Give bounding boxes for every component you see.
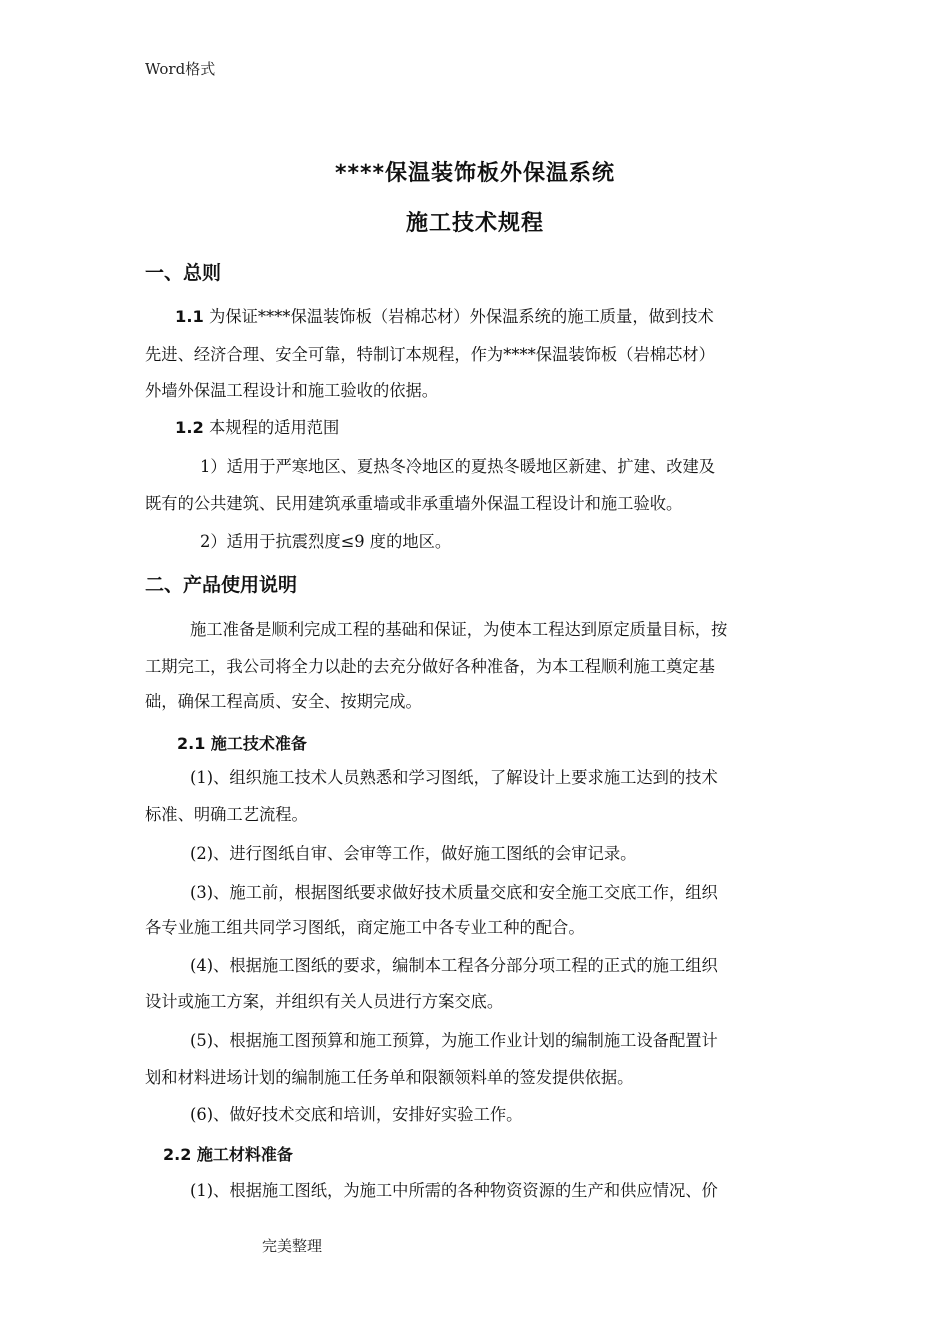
clause-number: 1.2 — [175, 418, 204, 437]
paragraph-line — [175, 417, 840, 439]
paragraph-line: 工期完工，我公司将全力以赴的去充分做好各种准备，为本工程顺利施工奠定基 — [145, 657, 715, 676]
document-title: ****保温装饰板外保温系统 — [334, 161, 616, 186]
paragraph-line: 先进、经济合理、安全可靠，特制订本规程，作为****保温装饰板（岩棉芯材） — [145, 345, 715, 364]
list-item-line: 既有的公共建筑、民用建筑承重墙或非承重墙外保温工程设计和施工验收。 — [145, 494, 683, 513]
page-footer-label: 完美整理 — [262, 1237, 323, 1255]
list-item-line: 划和材料进场计划的编制施工任务单和限额领料单的签发提供依据。 — [145, 1068, 634, 1087]
list-item-line: (3)、施工前，根据图纸要求做好技术质量交底和安全施工交底工作，组织 — [190, 883, 718, 902]
page-header-label: Word格式 — [145, 60, 216, 78]
paragraph-line: 施工准备是顺利完成工程的基础和保证，为使本工程达到原定质量目标，按 — [190, 620, 728, 639]
list-item-line: (6)、做好技术交底和培训，安排好实验工作。 — [190, 1105, 523, 1124]
list-item-line: (5)、根据施工图预算和施工预算，为施工作业计划的编制施工设备配置计 — [190, 1031, 718, 1050]
list-item-line: 1）适用于严寒地区、夏热冬冷地区的夏热冬暖地区新建、扩建、改建及 — [200, 457, 716, 476]
list-item-line: (4)、根据施工图纸的要求，编制本工程各分部分项工程的正式的施工组织 — [190, 956, 718, 975]
subsection-heading-materials: 2.2 施工材料准备 — [163, 1145, 293, 1164]
list-item-line: 2）适用于抗震烈度≤9 度的地区。 — [200, 532, 452, 551]
subsection-heading-technical: 2.1 施工技术准备 — [177, 734, 307, 753]
paragraph-line: 础，确保工程高质、安全、按期完成。 — [145, 692, 422, 711]
clause-number: 1.1 — [175, 307, 204, 326]
paragraph-line — [175, 306, 815, 328]
list-item-line: (1)、组织施工技术人员熟悉和学习图纸，了解设计上要求施工达到的技术 — [190, 768, 718, 787]
document-subtitle: 施工技术规程 — [405, 211, 544, 236]
list-item-line: (1)、根据施工图纸，为施工中所需的各种物资资源的生产和供应情况、价 — [190, 1181, 718, 1200]
list-item-line: 设计或施工方案，并组织有关人员进行方案交底。 — [145, 992, 504, 1011]
clause-text: 为保证****保温装饰板（岩棉芯材）外保温系统的施工质量，做到技术 — [209, 307, 714, 326]
paragraph-line: 外墙外保温工程设计和施工验收的依据。 — [145, 381, 439, 400]
list-item-line: 标准、明确工艺流程。 — [145, 805, 308, 824]
section-heading-product-usage: 二、产品使用说明 — [145, 574, 298, 596]
list-item-line: 各专业施工组共同学习图纸，商定施工中各专业工种的配合。 — [145, 918, 585, 937]
list-item-line: (2)、进行图纸自审、会审等工作，做好施工图纸的会审记录。 — [190, 844, 637, 863]
clause-text: 本规程的适用范围 — [209, 418, 340, 437]
section-heading-general: 一、总则 — [145, 262, 222, 284]
